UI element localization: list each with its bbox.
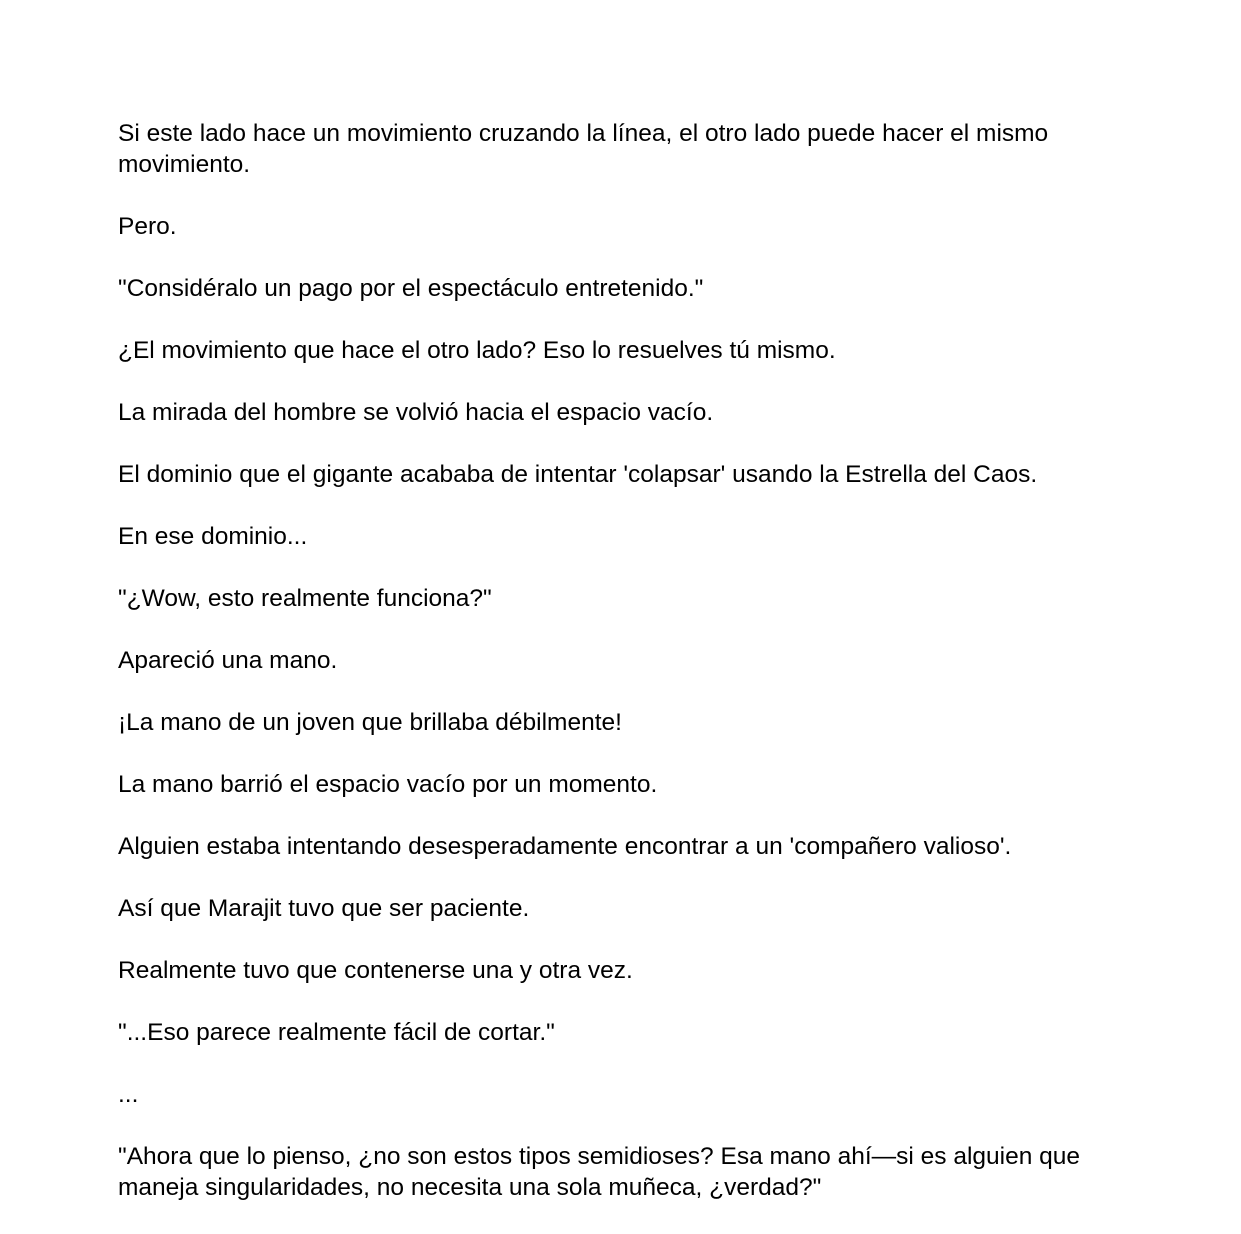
paragraph-2: Pero.	[118, 213, 177, 240]
paragraph-15: "...Eso parece realmente fácil de cortar."	[118, 1019, 555, 1046]
paragraph-10: ¡La mano de un joven que brillaba débilmente!	[118, 709, 622, 736]
paragraph-6: El dominio que el gigante acababa de intentar 'colapsar' usando la Estrella del Caos.	[118, 461, 1038, 488]
paragraph-16: ...	[118, 1081, 139, 1108]
paragraph-17: "Ahora que lo pienso, ¿no son estos tipos semidioses? Esa mano ahí—si es alguien que maneja singularidades, no necesita una sola muñeca, ¿verdad?"	[118, 1143, 1081, 1201]
paragraph-1: Si este lado hace un movimiento cruzando la línea, el otro lado puede hacer el mismo movimiento.	[118, 120, 1049, 178]
paragraph-11: La mano barrió el espacio vacío por un momento.	[118, 771, 658, 798]
paragraph-4: ¿El movimiento que hace el otro lado? Eso lo resuelves tú mismo.	[118, 337, 836, 364]
paragraph-8: "¿Wow, esto realmente funciona?"	[118, 585, 492, 612]
paragraph-3: "Considéralo un pago por el espectáculo entretenido."	[118, 275, 704, 302]
paragraph-13: Así que Marajit tuvo que ser paciente.	[118, 895, 530, 922]
paragraph-12: Alguien estaba intentando desesperadamente encontrar a un 'compañero valioso'.	[118, 833, 1012, 860]
paragraph-7: En ese dominio...	[118, 523, 308, 550]
document-page	[118, 118, 1158, 1234]
paragraph-14: Realmente tuvo que contenerse una y otra vez.	[118, 957, 633, 984]
paragraph-9: Apareció una mano.	[118, 647, 338, 674]
paragraph-5: La mirada del hombre se volvió hacia el espacio vacío.	[118, 399, 714, 426]
